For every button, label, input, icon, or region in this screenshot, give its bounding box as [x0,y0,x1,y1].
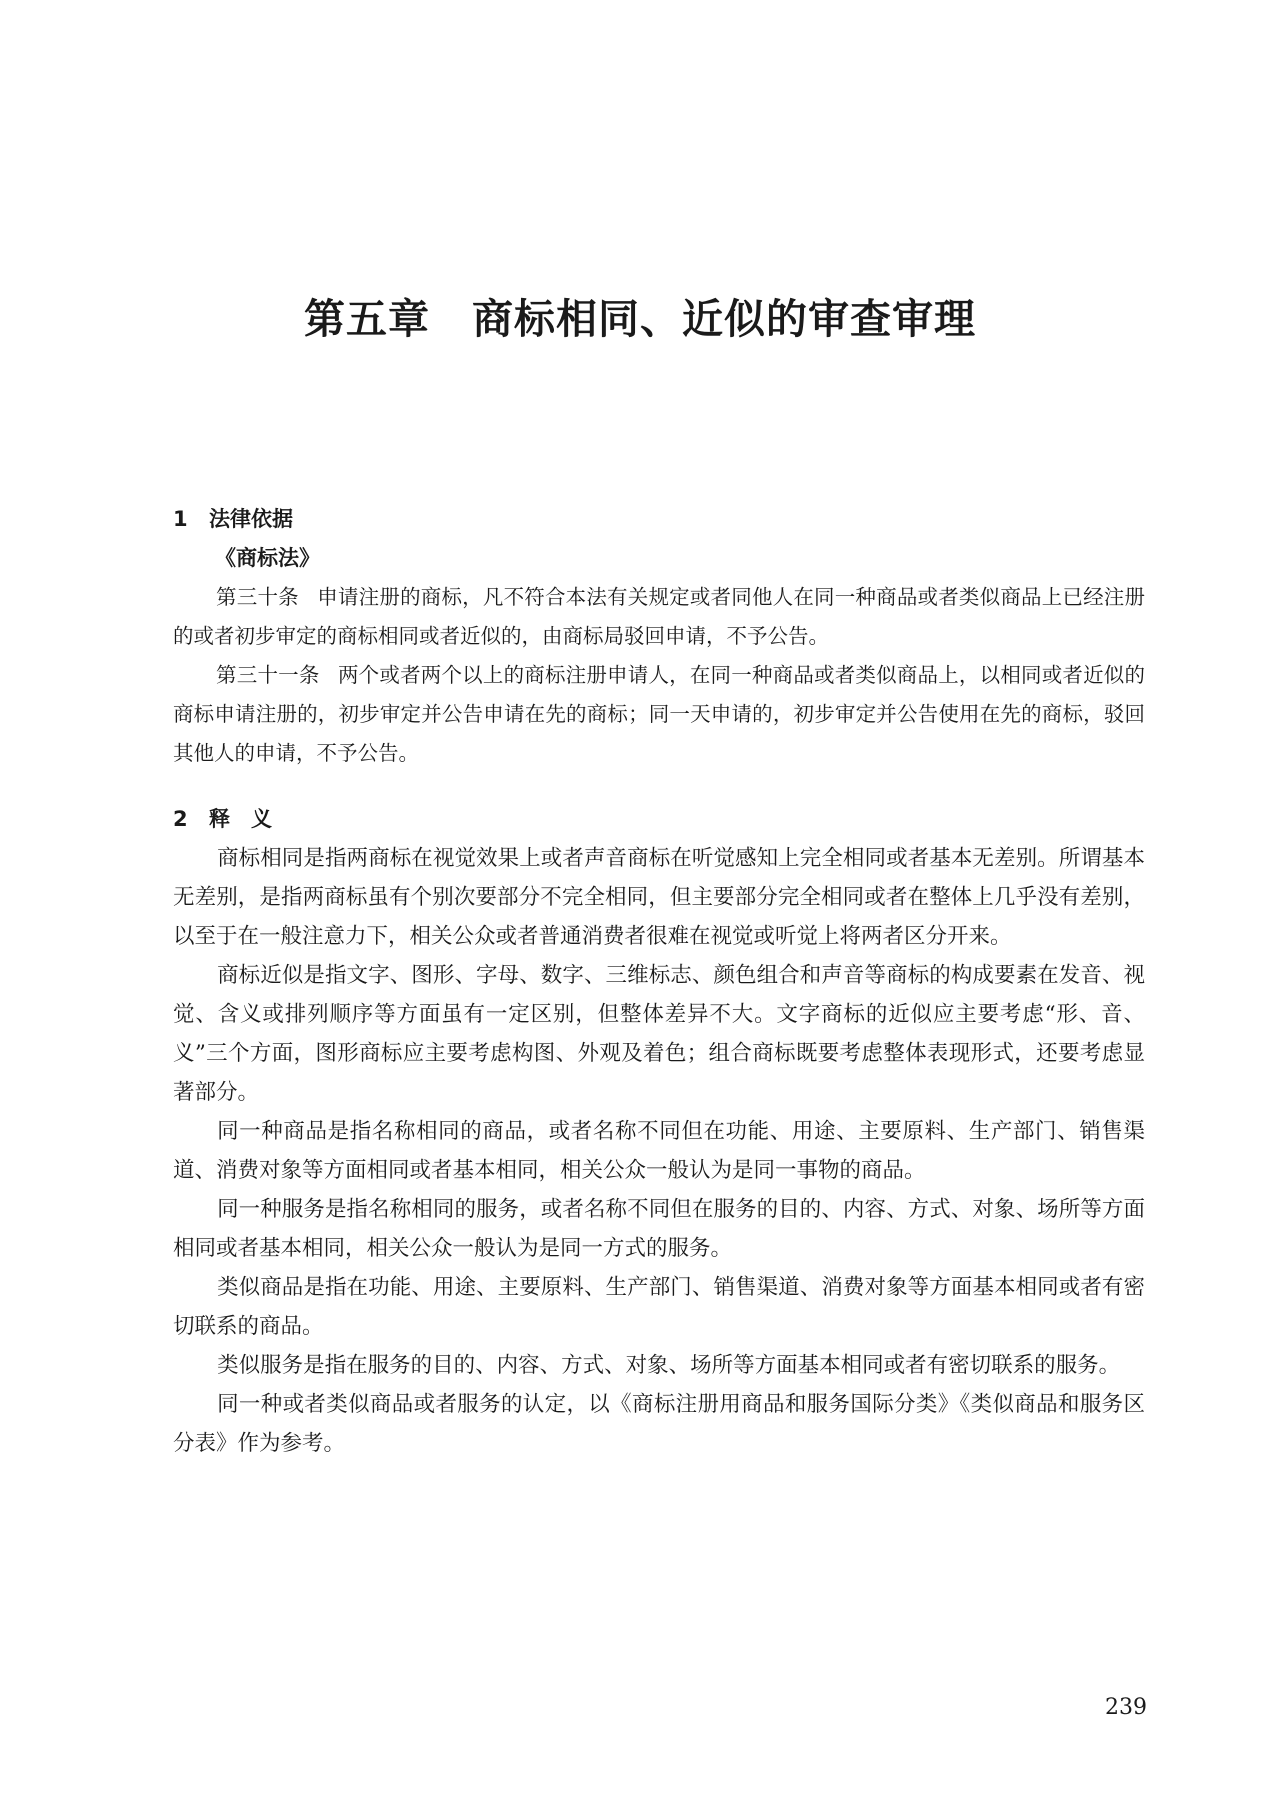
chapter-title: 第五章 商标相同、近似的审查审理 [304,295,976,343]
definition-paragraph: 类似服务是指在服务的目的、内容、方式、对象、场所等方面基本相同或者有密切联系的服务。 [217,1353,1121,1378]
page-content [173,505,1145,1463]
page-number: 239 [1105,1695,1147,1720]
law-article [173,578,1145,656]
section-heading-legal-basis [173,505,1145,533]
definition-paragraph: 商标相同是指两商标在视觉效果上或者声音商标在听觉感知上完全相同或者基本无差别。所谓基本无差别，是指两商标虽有个别次要部分不完全相同，但主要部分完全相同或者在整体上几乎没有差别，以至于在一般注意力下，相关公众或者普通消费者很难在视觉或听觉上将两者区分开来。 [173,846,1145,949]
article-label: 第三十一条 [216,663,320,687]
section-heading-interpretation [173,805,1145,833]
law-article [173,656,1145,773]
law-articles [173,578,1145,773]
definition-paragraph: 同一种服务是指名称相同的服务，或者名称不同但在服务的目的、内容、方式、对象、场所等方面相同或者基本相同，相关公众一般认为是同一方式的服务。 [173,1197,1145,1261]
definition-paragraphs [173,839,1145,1463]
definition-paragraph: 商标近似是指文字、图形、字母、数字、三维标志、颜色组合和声音等商标的构成要素在发音、视觉、含义或排列顺序等方面虽有一定区别，但整体差异不大。文字商标的近似应主要考虑“形、音、义”三个方面，图形商标应主要考虑构图、外观及着色；组合商标既要考虑整体表现形式，还要考虑显著部分。 [173,963,1145,1105]
definition-paragraph: 同一种商品是指名称相同的商品，或者名称不同但在功能、用途、主要原料、生产部门、销售渠道、消费对象等方面相同或者基本相同，相关公众一般认为是同一事物的商品。 [173,1119,1145,1183]
law-title: 《商标法》 [215,546,320,570]
definition-paragraph: 同一种或者类似商品或者服务的认定，以《商标注册用商品和服务国际分类》《类似商品和服务区分表》作为参考。 [173,1392,1145,1456]
section-title: 释 义 [209,807,272,831]
section-number: 2 [173,807,188,831]
article-label: 第三十条 [216,585,299,609]
article-text: 两个或者两个以上的商标注册申请人，在同一种商品或者类似商品上，以相同或者近似的商标申请注册的，初步审定并公告申请在先的商标；同一天申请的，初步审定并公告使用在先的商标，驳回其他人的申请，不予公告。 [173,663,1146,765]
article-text: 申请注册的商标，凡不符合本法有关规定或者同他人在同一种商品或者类似商品上已经注册的或者初步审定的商标相同或者近似的，由商标局驳回申请，不予公告。 [173,585,1146,648]
section-number: 1 [173,507,188,531]
section-title: 法律依据 [209,507,293,531]
definition-paragraph: 类似商品是指在功能、用途、主要原料、生产部门、销售渠道、消费对象等方面基本相同或者有密切联系的商品。 [173,1275,1145,1339]
section-gap [173,773,1145,805]
